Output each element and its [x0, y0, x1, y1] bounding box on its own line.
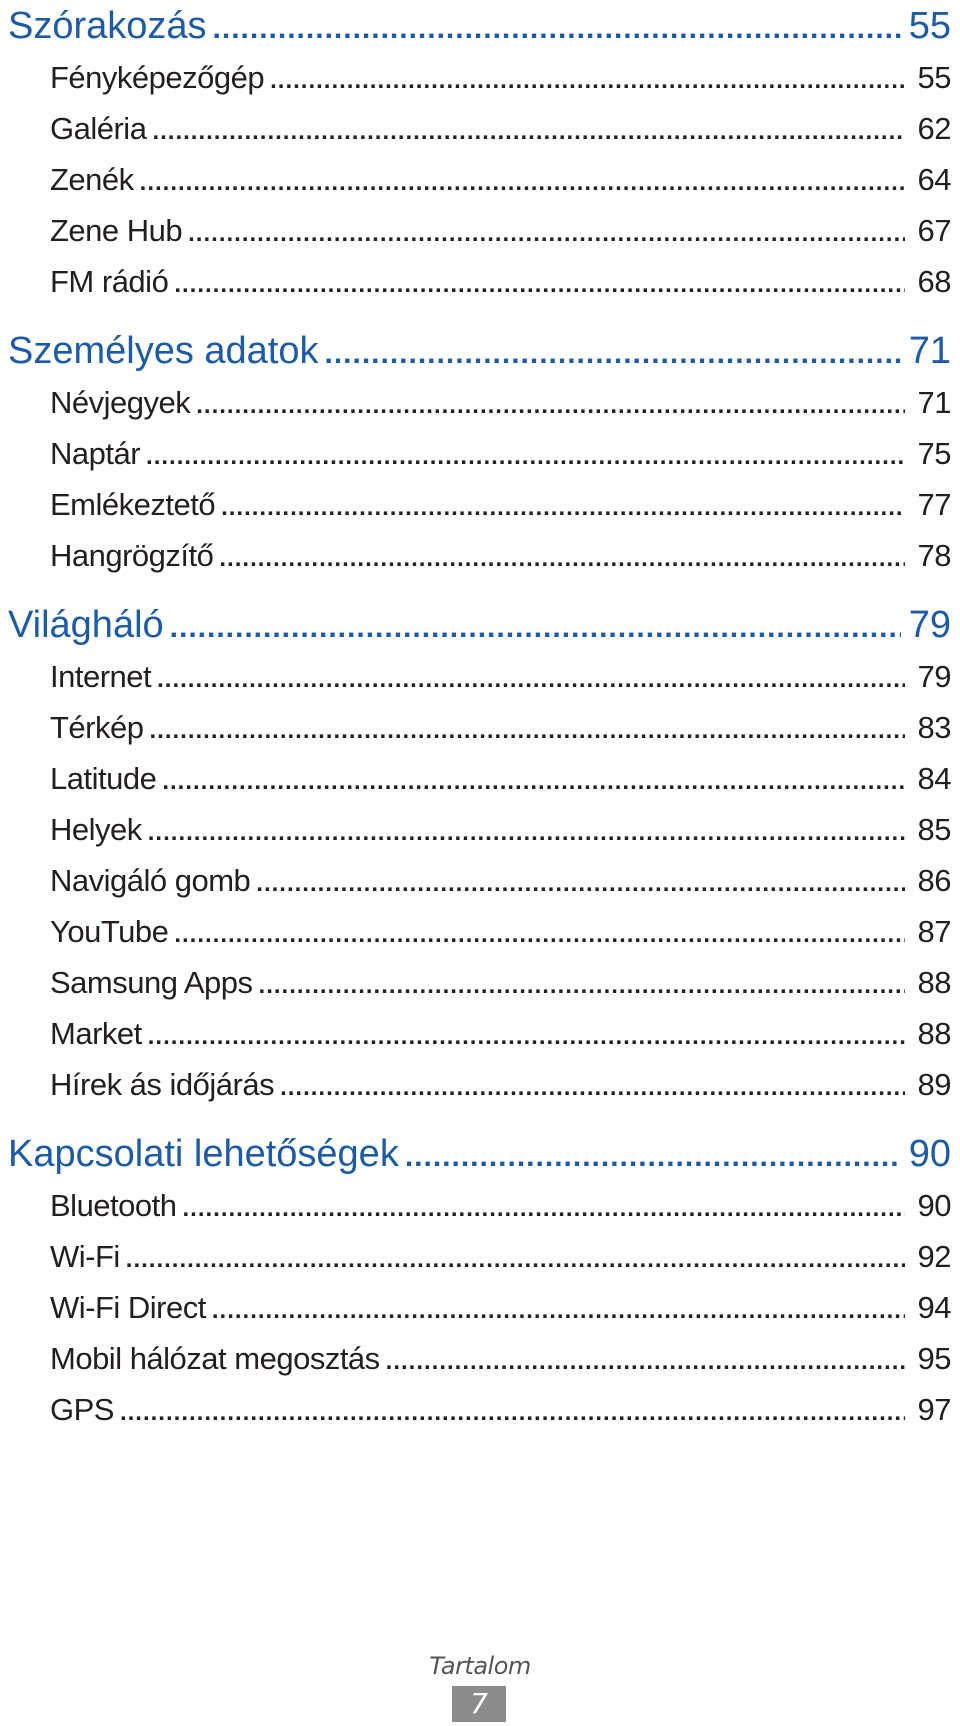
- toc-entry-page: 55: [917, 60, 951, 95]
- toc-entry[interactable]: [8, 1282, 951, 1333]
- toc-entry-page: 84: [917, 761, 951, 796]
- toc-entry-label: Wi-Fi Direct: [50, 1290, 206, 1325]
- toc-entry-page: 62: [917, 111, 951, 146]
- toc-entry[interactable]: [8, 957, 951, 1008]
- dot-leader: [280, 1062, 905, 1113]
- toc-entry-label: GPS: [50, 1392, 114, 1427]
- toc-entry-label: Emlékeztető: [50, 487, 216, 522]
- toc-entry-label: Market: [50, 1016, 142, 1051]
- dot-leader: [183, 1183, 906, 1234]
- toc-entry[interactable]: [8, 256, 951, 307]
- toc-entry[interactable]: [8, 651, 951, 702]
- page-number: 7: [452, 1686, 506, 1722]
- toc-entry-label: Wi-Fi: [50, 1239, 120, 1274]
- toc-entry-label: FM rádió: [50, 264, 169, 299]
- toc-section-heading[interactable]: [8, 599, 951, 651]
- toc-entry-page: 88: [917, 965, 951, 1000]
- toc-entry-label: Mobil hálózat megosztás: [50, 1341, 380, 1376]
- toc-entry-page: 67: [917, 213, 951, 248]
- dot-leader: [188, 208, 905, 259]
- dot-leader: [219, 533, 905, 584]
- dot-leader: [148, 807, 905, 858]
- toc-entry-page: 85: [917, 812, 951, 847]
- dot-leader: [212, 1285, 905, 1336]
- dot-leader: [140, 157, 905, 208]
- toc-entry[interactable]: [8, 479, 951, 530]
- toc-entry-label: Naptár: [50, 436, 141, 471]
- toc-entry-page: 86: [917, 863, 951, 898]
- toc-section-heading[interactable]: [8, 325, 951, 377]
- toc-entry[interactable]: [8, 753, 951, 804]
- dot-leader: [221, 482, 905, 533]
- toc-section-title: Szórakozás: [8, 5, 207, 47]
- toc-entry-page: 92: [917, 1239, 951, 1274]
- toc-entry-page: 77: [917, 487, 951, 522]
- dot-leader: [157, 654, 905, 705]
- toc-entry[interactable]: [8, 530, 951, 581]
- toc-entry-label: Bluetooth: [50, 1188, 177, 1223]
- toc-entry[interactable]: [8, 906, 951, 957]
- toc-entry[interactable]: [8, 804, 951, 855]
- toc-section-page: 55: [908, 5, 951, 47]
- toc-entry[interactable]: [8, 377, 951, 428]
- dot-leader: [120, 1387, 905, 1438]
- toc-entry-label: Fényképezőgép: [50, 60, 265, 95]
- toc-entry[interactable]: [8, 1059, 951, 1110]
- dot-leader: [213, 3, 901, 55]
- toc-entry-page: 90: [917, 1188, 951, 1223]
- toc-entry-label: Térkép: [50, 710, 144, 745]
- toc-entry[interactable]: [8, 1180, 951, 1231]
- toc-entry[interactable]: [8, 855, 951, 906]
- toc-section-title: Személyes adatok: [8, 330, 319, 372]
- toc-entry-page: 68: [917, 264, 951, 299]
- toc-entry-page: 95: [917, 1341, 951, 1376]
- toc-entry[interactable]: [8, 1333, 951, 1384]
- toc-entry-page: 94: [917, 1290, 951, 1325]
- toc-section-heading[interactable]: [8, 1128, 951, 1180]
- table-of-contents: [8, 0, 951, 1453]
- dot-leader: [386, 1336, 905, 1387]
- footer-label: Tartalom: [429, 1652, 531, 1680]
- toc-entry[interactable]: [8, 428, 951, 479]
- toc-entry-page: 87: [917, 914, 951, 949]
- toc-entry-label: Samsung Apps: [50, 965, 253, 1000]
- toc-entry-page: 75: [917, 436, 951, 471]
- toc-section-title: Világháló: [8, 604, 164, 646]
- toc-entry[interactable]: [8, 702, 951, 753]
- dot-leader: [162, 756, 905, 807]
- toc-entry-label: YouTube: [50, 914, 169, 949]
- toc-entry-label: Galéria: [50, 111, 147, 146]
- dot-leader: [146, 431, 905, 482]
- toc-entry-label: Hírek ás időjárás: [50, 1067, 275, 1102]
- dot-leader: [148, 1011, 905, 1062]
- page-footer: [0, 1652, 960, 1722]
- toc-section-page: 79: [908, 604, 951, 646]
- dot-leader: [405, 1131, 901, 1183]
- dot-leader: [174, 909, 905, 960]
- toc-section-page: 90: [908, 1133, 951, 1175]
- toc-entry[interactable]: [8, 1384, 951, 1435]
- page-number-wrap: [0, 1680, 960, 1722]
- toc-section: [8, 1128, 951, 1435]
- toc-section: [8, 325, 951, 581]
- dot-leader: [270, 55, 905, 106]
- toc-entry-page: 83: [917, 710, 951, 745]
- dot-leader: [170, 602, 901, 654]
- toc-entry-label: Latitude: [50, 761, 157, 796]
- toc-section-title: Kapcsolati lehetőségek: [8, 1133, 399, 1175]
- toc-entry-page: 89: [917, 1067, 951, 1102]
- toc-section-page: 71: [908, 330, 951, 372]
- toc-entry[interactable]: [8, 205, 951, 256]
- dot-leader: [152, 106, 905, 157]
- toc-section: [8, 0, 951, 307]
- toc-entry-label: Zenék: [50, 162, 134, 197]
- toc-entry-page: 71: [917, 385, 951, 420]
- toc-entry-label: Internet: [50, 659, 152, 694]
- toc-entry-page: 79: [917, 659, 951, 694]
- toc-entry-page: 88: [917, 1016, 951, 1051]
- dot-leader: [196, 380, 905, 431]
- toc-entry-page: 78: [917, 538, 951, 573]
- toc-entry-label: Zene Hub: [50, 213, 183, 248]
- toc-section-heading[interactable]: [8, 0, 951, 52]
- dot-leader: [325, 328, 901, 380]
- toc-entry-page: 97: [917, 1392, 951, 1427]
- dot-leader: [174, 259, 905, 310]
- toc-entry-label: Helyek: [50, 812, 142, 847]
- toc-entry[interactable]: [8, 154, 951, 205]
- dot-leader: [149, 705, 905, 756]
- toc-entry-page: 64: [917, 162, 951, 197]
- toc-entry[interactable]: [8, 1231, 951, 1282]
- toc-entry-label: Névjegyek: [50, 385, 191, 420]
- toc-entry-label: Hangrögzítő: [50, 538, 214, 573]
- dot-leader: [256, 858, 905, 909]
- toc-entry[interactable]: [8, 1008, 951, 1059]
- toc-section: [8, 599, 951, 1110]
- toc-entry[interactable]: [8, 52, 951, 103]
- toc-entry[interactable]: [8, 103, 951, 154]
- toc-entry-label: Navigáló gomb: [50, 863, 251, 898]
- dot-leader: [259, 960, 905, 1011]
- dot-leader: [126, 1234, 905, 1285]
